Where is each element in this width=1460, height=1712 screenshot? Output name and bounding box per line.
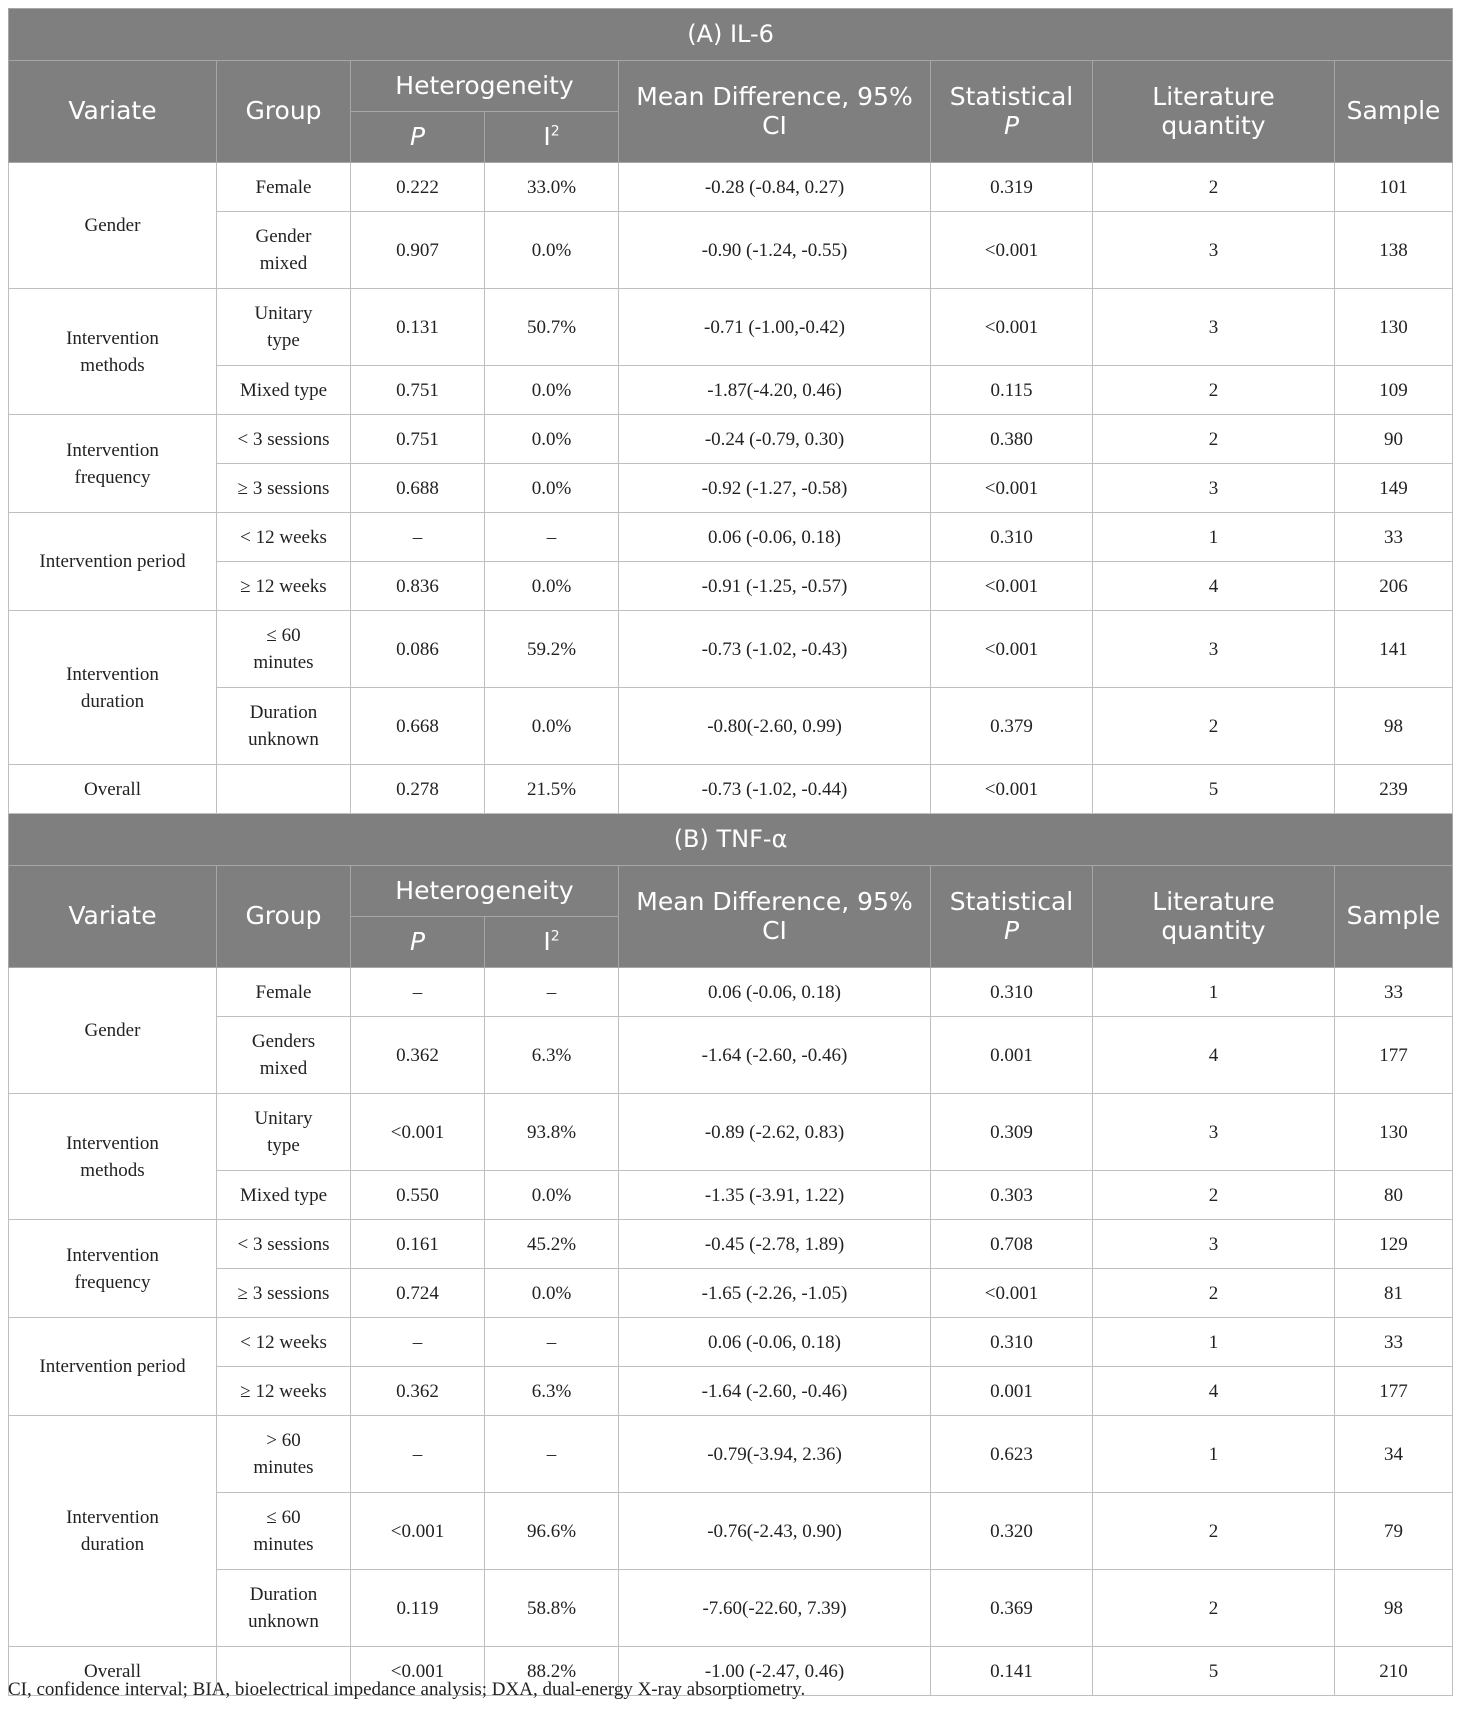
cell-mean-diff: -1.65 (-2.26, -1.05) <box>619 1269 931 1318</box>
header-het-i2 <box>485 112 619 163</box>
cell-lit-qty: 1 <box>1093 513 1335 562</box>
cell-lit-qty: 1 <box>1093 968 1335 1017</box>
cell-mean-diff: -0.45 (-2.78, 1.89) <box>619 1220 931 1269</box>
cell-stat-p: 0.001 <box>931 1367 1093 1416</box>
cell-het-p: 0.668 <box>351 688 485 765</box>
cell-het-i2: 0.0% <box>485 688 619 765</box>
cell-variate: Intervention period <box>9 1318 217 1416</box>
header-het-p: P <box>351 112 485 163</box>
cell-group: Female <box>217 163 351 212</box>
header-sample: Sample <box>1335 866 1453 968</box>
cell-het-i2: 0.0% <box>485 366 619 415</box>
section-title-tnf-alpha: (B) TNF-α <box>9 814 1453 866</box>
cell-sample: 101 <box>1335 163 1453 212</box>
cell-sample: 33 <box>1335 1318 1453 1367</box>
cell-mean-diff: -1.87(-4.20, 0.46) <box>619 366 931 415</box>
cell-stat-p: 0.115 <box>931 366 1093 415</box>
header-variate: Variate <box>9 866 217 968</box>
header-statistical-p <box>931 866 1093 968</box>
cell-sample: 109 <box>1335 366 1453 415</box>
header-statistical-p <box>931 61 1093 163</box>
cell-stat-p: 0.141 <box>931 1647 1093 1696</box>
header-heterogeneity: Heterogeneity <box>351 61 619 112</box>
cell-lit-qty: 2 <box>1093 1493 1335 1570</box>
header-group: Group <box>217 61 351 163</box>
cell-lit-qty: 3 <box>1093 1094 1335 1171</box>
cell-mean-diff: -0.92 (-1.27, -0.58) <box>619 464 931 513</box>
cell-mean-diff: -0.73 (-1.02, -0.43) <box>619 611 931 688</box>
cell-lit-qty: 3 <box>1093 289 1335 366</box>
cell-het-p: – <box>351 968 485 1017</box>
cell-sample: 130 <box>1335 289 1453 366</box>
cell-het-p: 0.131 <box>351 289 485 366</box>
cell-stat-p: 0.001 <box>931 1017 1093 1094</box>
cell-lit-qty: 2 <box>1093 1269 1335 1318</box>
cell-sample: 177 <box>1335 1017 1453 1094</box>
cell-sample: 210 <box>1335 1647 1453 1696</box>
cell-het-i2: 0.0% <box>485 464 619 513</box>
cell-mean-diff: -0.24 (-0.79, 0.30) <box>619 415 931 464</box>
cell-variate: Gender <box>9 968 217 1094</box>
cell-mean-diff: -1.00 (-2.47, 0.46) <box>619 1647 931 1696</box>
cell-lit-qty: 4 <box>1093 562 1335 611</box>
cell-group: Unitary type <box>217 289 351 366</box>
cell-het-i2: 45.2% <box>485 1220 619 1269</box>
cell-group: Mixed type <box>217 366 351 415</box>
cell-het-i2: 0.0% <box>485 212 619 289</box>
cell-het-p: – <box>351 1416 485 1493</box>
cell-sample: 34 <box>1335 1416 1453 1493</box>
cell-mean-diff: -0.91 (-1.25, -0.57) <box>619 562 931 611</box>
cell-stat-p: <0.001 <box>931 611 1093 688</box>
table-footnote: CI, confidence interval; BIA, bioelectrical impedance analysis; DXA, dual-energy X-ray absorptiometry. <box>8 1679 806 1700</box>
cell-stat-p: 0.708 <box>931 1220 1093 1269</box>
cell-het-p: 0.907 <box>351 212 485 289</box>
cell-sample: 129 <box>1335 1220 1453 1269</box>
header-mean-difference: Mean Difference, 95% CI <box>619 61 931 163</box>
cell-sample: 130 <box>1335 1094 1453 1171</box>
cell-het-p: 0.836 <box>351 562 485 611</box>
cell-sample: 33 <box>1335 513 1453 562</box>
cell-stat-p: 0.303 <box>931 1171 1093 1220</box>
cell-het-p: 0.362 <box>351 1017 485 1094</box>
cell-sample: 79 <box>1335 1493 1453 1570</box>
cell-het-i2: – <box>485 1416 619 1493</box>
cell-lit-qty: 1 <box>1093 1318 1335 1367</box>
cell-lit-qty: 2 <box>1093 366 1335 415</box>
header-het-p: P <box>351 917 485 968</box>
cell-het-i2: 0.0% <box>485 415 619 464</box>
header-variate: Variate <box>9 61 217 163</box>
cell-het-p: 0.086 <box>351 611 485 688</box>
cell-group: ≤ 60 minutes <box>217 611 351 688</box>
cell-sample: 141 <box>1335 611 1453 688</box>
cell-lit-qty: 2 <box>1093 1570 1335 1647</box>
cell-variate: Intervention methods <box>9 1094 217 1220</box>
cell-group: ≥ 3 sessions <box>217 1269 351 1318</box>
cell-het-p: – <box>351 1318 485 1367</box>
cell-mean-diff: -1.64 (-2.60, -0.46) <box>619 1367 931 1416</box>
cell-stat-p: 0.319 <box>931 163 1093 212</box>
cell-stat-p: <0.001 <box>931 212 1093 289</box>
cell-het-i2: 0.0% <box>485 1171 619 1220</box>
cell-mean-diff: -7.60(-22.60, 7.39) <box>619 1570 931 1647</box>
cell-group: Unitary type <box>217 1094 351 1171</box>
cell-stat-p: 0.379 <box>931 688 1093 765</box>
cell-stat-p: 0.380 <box>931 415 1093 464</box>
cell-mean-diff: -0.76(-2.43, 0.90) <box>619 1493 931 1570</box>
subgroup-analysis-table <box>8 8 1453 1696</box>
cell-mean-diff: -0.71 (-1.00,-0.42) <box>619 289 931 366</box>
header-literature-quantity: Literature quantity <box>1093 61 1335 163</box>
cell-stat-p: 0.309 <box>931 1094 1093 1171</box>
cell-sample: 98 <box>1335 1570 1453 1647</box>
cell-lit-qty: 5 <box>1093 765 1335 814</box>
cell-variate: Intervention duration <box>9 1416 217 1647</box>
cell-stat-p: <0.001 <box>931 289 1093 366</box>
cell-mean-diff: -0.80(-2.60, 0.99) <box>619 688 931 765</box>
cell-het-p: – <box>351 513 485 562</box>
cell-stat-p: 0.310 <box>931 513 1093 562</box>
cell-lit-qty: 3 <box>1093 1220 1335 1269</box>
cell-group: ≤ 60 minutes <box>217 1493 351 1570</box>
header-het-i2-sup: 2 <box>550 928 560 945</box>
cell-group <box>217 765 351 814</box>
cell-mean-diff: -0.89 (-2.62, 0.83) <box>619 1094 931 1171</box>
cell-group: ≥ 12 weeks <box>217 1367 351 1416</box>
cell-lit-qty: 2 <box>1093 163 1335 212</box>
cell-mean-diff: -0.73 (-1.02, -0.44) <box>619 765 931 814</box>
cell-het-i2: 21.5% <box>485 765 619 814</box>
cell-het-i2: 58.8% <box>485 1570 619 1647</box>
cell-lit-qty: 3 <box>1093 212 1335 289</box>
cell-het-p: 0.724 <box>351 1269 485 1318</box>
cell-variate: Gender <box>9 163 217 289</box>
cell-sample: 80 <box>1335 1171 1453 1220</box>
cell-mean-diff: -1.35 (-3.91, 1.22) <box>619 1171 931 1220</box>
cell-sample: 149 <box>1335 464 1453 513</box>
header-mean-difference: Mean Difference, 95% CI <box>619 866 931 968</box>
results-table-container <box>8 8 1452 1696</box>
cell-sample: 98 <box>1335 688 1453 765</box>
cell-het-i2: 33.0% <box>485 163 619 212</box>
cell-lit-qty: 2 <box>1093 415 1335 464</box>
cell-mean-diff: -0.90 (-1.24, -0.55) <box>619 212 931 289</box>
cell-het-p: 0.278 <box>351 765 485 814</box>
cell-stat-p: <0.001 <box>931 765 1093 814</box>
cell-group: < 3 sessions <box>217 1220 351 1269</box>
cell-het-i2: – <box>485 968 619 1017</box>
cell-het-i2: – <box>485 513 619 562</box>
cell-lit-qty: 3 <box>1093 611 1335 688</box>
cell-mean-diff: 0.06 (-0.06, 0.18) <box>619 513 931 562</box>
cell-het-i2: 0.0% <box>485 562 619 611</box>
cell-group: ≥ 12 weeks <box>217 562 351 611</box>
cell-het-i2: 0.0% <box>485 1269 619 1318</box>
cell-het-p: 0.751 <box>351 415 485 464</box>
cell-group: < 3 sessions <box>217 415 351 464</box>
cell-sample: 206 <box>1335 562 1453 611</box>
cell-mean-diff: 0.06 (-0.06, 0.18) <box>619 968 931 1017</box>
cell-stat-p: 0.623 <box>931 1416 1093 1493</box>
cell-het-p: 0.688 <box>351 464 485 513</box>
cell-variate: Intervention methods <box>9 289 217 415</box>
header-group: Group <box>217 866 351 968</box>
cell-variate: Intervention duration <box>9 611 217 765</box>
cell-group: Duration unknown <box>217 1570 351 1647</box>
cell-stat-p: <0.001 <box>931 1269 1093 1318</box>
cell-group: < 12 weeks <box>217 513 351 562</box>
cell-lit-qty: 5 <box>1093 1647 1335 1696</box>
cell-variate: Intervention frequency <box>9 415 217 513</box>
cell-het-p: 0.751 <box>351 366 485 415</box>
cell-het-i2: 59.2% <box>485 611 619 688</box>
cell-variate: Overall <box>9 1647 217 1696</box>
header-het-i2-base: I <box>543 121 551 151</box>
cell-mean-diff: -0.79(-3.94, 2.36) <box>619 1416 931 1493</box>
cell-het-i2: 50.7% <box>485 289 619 366</box>
header-statistical-p-line2: P <box>1003 915 1020 945</box>
cell-het-p: <0.001 <box>351 1493 485 1570</box>
cell-sample: 90 <box>1335 415 1453 464</box>
cell-group: Mixed type <box>217 1171 351 1220</box>
cell-sample: 138 <box>1335 212 1453 289</box>
header-statistical-p-line1: Statistical <box>949 81 1074 111</box>
cell-group: ≥ 3 sessions <box>217 464 351 513</box>
cell-mean-diff: 0.06 (-0.06, 0.18) <box>619 1318 931 1367</box>
cell-het-p: 0.362 <box>351 1367 485 1416</box>
cell-sample: 33 <box>1335 968 1453 1017</box>
cell-variate: Intervention frequency <box>9 1220 217 1318</box>
cell-stat-p: <0.001 <box>931 464 1093 513</box>
cell-sample: 239 <box>1335 765 1453 814</box>
cell-het-i2: – <box>485 1318 619 1367</box>
cell-het-i2: 6.3% <box>485 1367 619 1416</box>
cell-het-p: 0.550 <box>351 1171 485 1220</box>
section-title-il6: (A) IL-6 <box>9 9 1453 61</box>
cell-group: Duration unknown <box>217 688 351 765</box>
cell-het-i2: 93.8% <box>485 1094 619 1171</box>
cell-group: > 60 minutes <box>217 1416 351 1493</box>
header-heterogeneity: Heterogeneity <box>351 866 619 917</box>
cell-lit-qty: 4 <box>1093 1017 1335 1094</box>
cell-lit-qty: 2 <box>1093 1171 1335 1220</box>
cell-het-p: <0.001 <box>351 1647 485 1696</box>
cell-stat-p: 0.320 <box>931 1493 1093 1570</box>
cell-het-p: 0.119 <box>351 1570 485 1647</box>
header-het-i2-base: I <box>543 926 551 956</box>
cell-group: Genders mixed <box>217 1017 351 1094</box>
header-het-i2-sup: 2 <box>550 123 560 140</box>
cell-het-i2: 6.3% <box>485 1017 619 1094</box>
cell-stat-p: 0.310 <box>931 968 1093 1017</box>
cell-mean-diff: -0.28 (-0.84, 0.27) <box>619 163 931 212</box>
cell-group: < 12 weeks <box>217 1318 351 1367</box>
cell-lit-qty: 3 <box>1093 464 1335 513</box>
cell-stat-p: <0.001 <box>931 562 1093 611</box>
cell-het-p: <0.001 <box>351 1094 485 1171</box>
cell-het-i2: 96.6% <box>485 1493 619 1570</box>
cell-stat-p: 0.369 <box>931 1570 1093 1647</box>
header-statistical-p-line1: Statistical <box>949 886 1074 916</box>
cell-group: Gender mixed <box>217 212 351 289</box>
cell-sample: 177 <box>1335 1367 1453 1416</box>
cell-stat-p: 0.310 <box>931 1318 1093 1367</box>
cell-group: Female <box>217 968 351 1017</box>
cell-lit-qty: 4 <box>1093 1367 1335 1416</box>
cell-lit-qty: 2 <box>1093 688 1335 765</box>
header-sample: Sample <box>1335 61 1453 163</box>
cell-sample: 81 <box>1335 1269 1453 1318</box>
cell-variate: Intervention period <box>9 513 217 611</box>
cell-mean-diff: -1.64 (-2.60, -0.46) <box>619 1017 931 1094</box>
cell-het-p: 0.222 <box>351 163 485 212</box>
header-statistical-p-line2: P <box>1003 110 1020 140</box>
header-literature-quantity: Literature quantity <box>1093 866 1335 968</box>
cell-lit-qty: 1 <box>1093 1416 1335 1493</box>
cell-het-p: 0.161 <box>351 1220 485 1269</box>
cell-het-i2: 88.2% <box>485 1647 619 1696</box>
cell-variate: Overall <box>9 765 217 814</box>
header-het-i2 <box>485 917 619 968</box>
